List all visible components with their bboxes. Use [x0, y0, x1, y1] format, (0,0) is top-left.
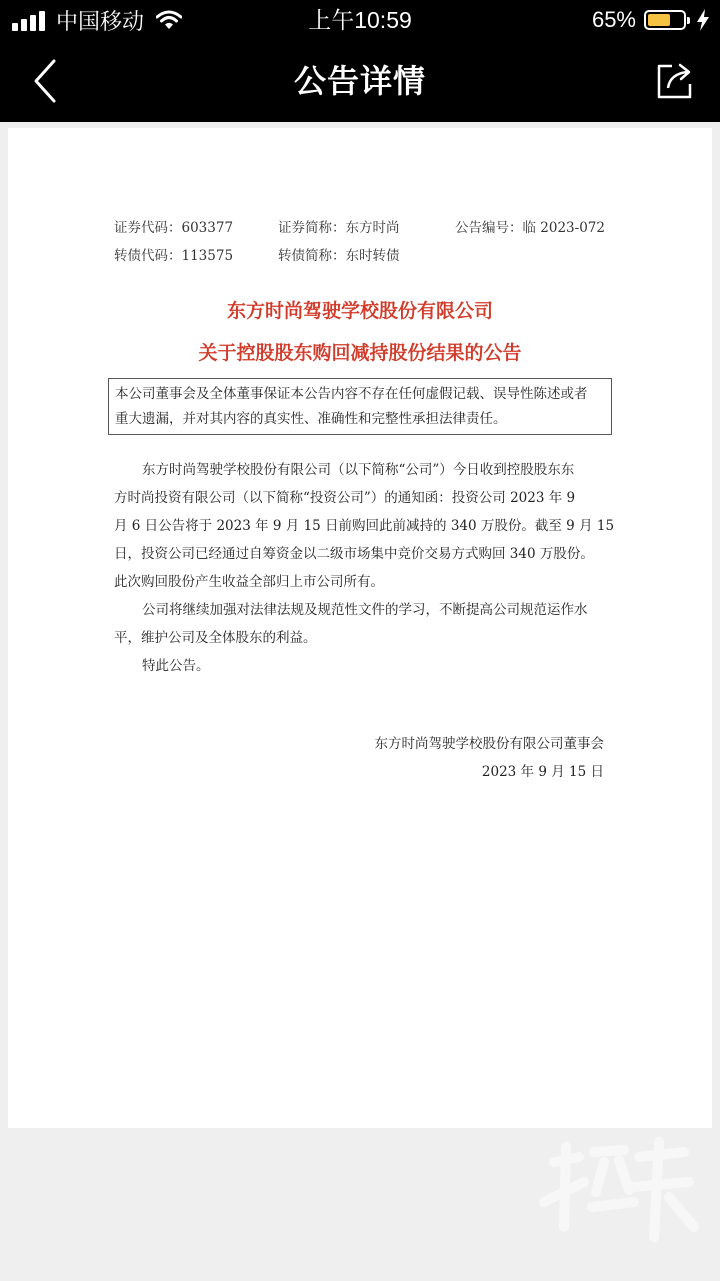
battery-percent: 65% [591, 7, 636, 32]
status-time: 上午10:59 [308, 7, 412, 33]
announcement-document [8, 128, 712, 1128]
document-title-line1: 东方时尚驾驶学校股份有限公司 [226, 300, 493, 322]
charging-bolt-icon [696, 9, 710, 31]
notice-line: 本公司董事会及全体董事保证本公告内容不存在任何虚假记载、误导性陈述或者 [115, 386, 588, 402]
security-short-name: 证券简称：东方时尚 [278, 220, 400, 236]
body-line: 方时尚投资有限公司（以下简称“投资公司”）的通知函：投资公司 2023 年 9 [114, 490, 576, 506]
watermark-logo [534, 1132, 704, 1252]
status-bar [0, 0, 720, 40]
announcement-number: 公告编号：临 2023-072 [455, 220, 605, 236]
status-right [592, 0, 710, 40]
share-icon[interactable] [656, 62, 694, 100]
signature-line: 东方时尚驾驶学校股份有限公司董事会 [374, 736, 604, 752]
battery-icon [644, 10, 686, 30]
body-line: 月 6 日公告将于 2023 年 9 月 15 日前购回此前减持的 340 万股份。截至 9 月 15 [114, 518, 615, 534]
body-line: 平，维护公司及全体股东的利益。 [114, 630, 317, 646]
navigation-bar [0, 40, 720, 122]
page-title: 公告详情 [293, 62, 426, 100]
body-line: 日，投资公司已经通过自筹资金以二级市场集中竞价交易方式购回 340 万股份。 [114, 546, 594, 562]
bond-short-name: 转债简称：东时转债 [278, 248, 400, 264]
board-guarantee-notice [108, 378, 612, 435]
security-code: 证券代码：603377 [114, 220, 234, 236]
battery-fill [648, 14, 670, 26]
date-line: 2023 年 9 月 15 日 [481, 764, 604, 780]
document-viewer[interactable] [8, 128, 712, 1128]
closing-line: 特此公告。 [142, 658, 210, 674]
bond-code: 转债代码：113575 [114, 248, 234, 264]
body-line: 此次购回股份产生收益全部归上市公司所有。 [114, 574, 384, 590]
body-line: 东方时尚驾驶学校股份有限公司（以下简称“公司”）今日收到控股股东东 [142, 462, 575, 478]
battery-tip [687, 17, 690, 24]
carrier-label: 中国移动 [56, 8, 145, 34]
notice-line: 重大遗漏，并对其内容的真实性、准确性和完整性承担法律责任。 [115, 411, 507, 427]
body-line: 公司将继续加强对法律法规及规范性文件的学习，不断提高公司规范运作水 [142, 602, 588, 618]
document-title-line2: 关于控股股东购回减持股份结果的公告 [198, 342, 522, 364]
